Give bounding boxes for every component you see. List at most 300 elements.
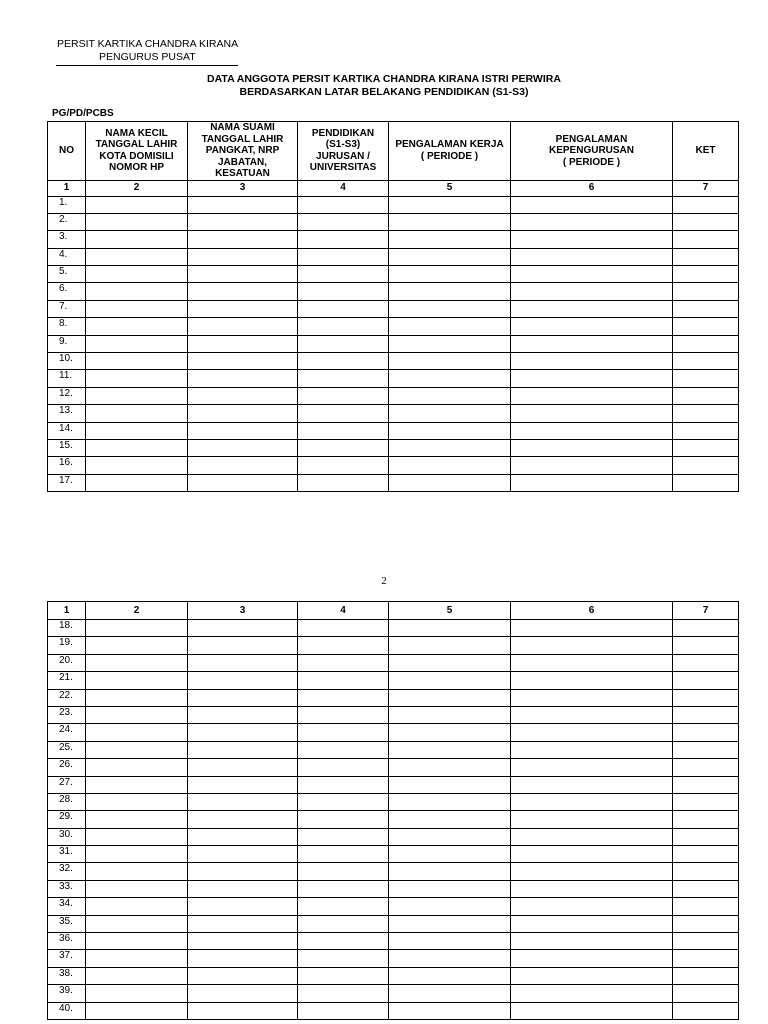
empty-entry-cell[interactable]	[389, 689, 511, 706]
empty-entry-cell[interactable]	[86, 318, 188, 335]
empty-entry-cell[interactable]	[389, 387, 511, 404]
empty-entry-cell[interactable]	[673, 741, 739, 758]
empty-entry-cell[interactable]	[389, 196, 511, 213]
empty-entry-cell[interactable]	[389, 318, 511, 335]
empty-entry-cell[interactable]	[511, 724, 673, 741]
empty-entry-cell[interactable]	[389, 248, 511, 265]
empty-entry-cell[interactable]	[673, 353, 739, 370]
empty-entry-cell[interactable]	[389, 439, 511, 456]
empty-entry-cell[interactable]	[188, 741, 298, 758]
empty-entry-cell[interactable]	[86, 283, 188, 300]
empty-entry-cell[interactable]	[86, 439, 188, 456]
table-row	[48, 741, 739, 758]
empty-entry-cell[interactable]	[673, 405, 739, 422]
empty-entry-cell[interactable]	[673, 933, 739, 950]
table-row	[48, 620, 739, 637]
page-number: 2	[381, 575, 387, 587]
empty-entry-cell[interactable]	[673, 724, 739, 741]
empty-entry-cell[interactable]	[86, 474, 188, 491]
empty-entry-cell[interactable]	[298, 967, 389, 984]
column-header-line: NOMOR HP	[109, 162, 164, 174]
column-number-2: 2	[86, 180, 188, 196]
empty-entry-cell[interactable]	[86, 387, 188, 404]
empty-entry-cell[interactable]	[673, 828, 739, 845]
row-number-cell: 39.	[48, 985, 86, 1002]
empty-entry-cell[interactable]	[298, 266, 389, 283]
empty-entry-cell[interactable]	[188, 898, 298, 915]
empty-entry-cell[interactable]	[673, 759, 739, 776]
empty-entry-cell[interactable]	[188, 933, 298, 950]
empty-entry-cell[interactable]	[511, 457, 673, 474]
empty-entry-cell[interactable]	[188, 422, 298, 439]
row-number-cell: 18.	[48, 620, 86, 637]
column-number-7: 7	[673, 180, 739, 196]
column-header-row	[48, 122, 739, 181]
empty-entry-cell[interactable]	[511, 300, 673, 317]
empty-entry-cell[interactable]	[188, 950, 298, 967]
empty-entry-cell[interactable]	[511, 266, 673, 283]
empty-entry-cell[interactable]	[188, 387, 298, 404]
empty-entry-cell[interactable]	[298, 213, 389, 230]
empty-entry-cell[interactable]	[511, 474, 673, 491]
form-code: PG/PD/PCBS	[52, 108, 114, 119]
empty-entry-cell[interactable]	[298, 387, 389, 404]
column-header-line: NO	[59, 145, 74, 156]
empty-entry-cell[interactable]	[511, 439, 673, 456]
empty-entry-cell[interactable]	[389, 231, 511, 248]
empty-entry-cell[interactable]	[188, 457, 298, 474]
table-row	[48, 933, 739, 950]
empty-entry-cell[interactable]	[511, 985, 673, 1002]
table-row	[48, 457, 739, 474]
empty-entry-cell[interactable]	[673, 776, 739, 793]
empty-entry-cell[interactable]	[389, 370, 511, 387]
empty-entry-cell[interactable]	[511, 353, 673, 370]
empty-entry-cell[interactable]	[511, 759, 673, 776]
empty-entry-cell[interactable]	[389, 474, 511, 491]
empty-entry-cell[interactable]	[188, 863, 298, 880]
empty-entry-cell[interactable]	[673, 213, 739, 230]
empty-entry-cell[interactable]	[673, 196, 739, 213]
empty-entry-cell[interactable]	[389, 950, 511, 967]
empty-entry-cell[interactable]	[389, 759, 511, 776]
empty-entry-cell[interactable]	[86, 266, 188, 283]
empty-entry-cell[interactable]	[673, 231, 739, 248]
empty-entry-cell[interactable]	[86, 793, 188, 810]
empty-entry-cell[interactable]	[298, 248, 389, 265]
empty-entry-cell[interactable]	[298, 335, 389, 352]
empty-entry-cell[interactable]	[188, 370, 298, 387]
empty-entry-cell[interactable]	[188, 318, 298, 335]
empty-entry-cell[interactable]	[298, 898, 389, 915]
empty-entry-cell[interactable]	[389, 654, 511, 671]
row-number-cell: 9.	[48, 335, 86, 352]
empty-entry-cell[interactable]	[673, 387, 739, 404]
empty-entry-cell[interactable]	[298, 985, 389, 1002]
empty-entry-cell[interactable]	[389, 898, 511, 915]
table-row	[48, 880, 739, 897]
column-header-7	[673, 122, 739, 181]
empty-entry-cell[interactable]	[188, 620, 298, 637]
empty-entry-cell[interactable]	[511, 846, 673, 863]
empty-entry-cell[interactable]	[188, 759, 298, 776]
empty-entry-cell[interactable]	[511, 370, 673, 387]
empty-entry-cell[interactable]	[673, 967, 739, 984]
row-number-cell: 4.	[48, 248, 86, 265]
member-data-table-page-2	[47, 601, 739, 1020]
empty-entry-cell[interactable]	[188, 300, 298, 317]
column-header-6	[511, 122, 673, 181]
empty-entry-cell[interactable]	[298, 231, 389, 248]
table-row	[48, 439, 739, 456]
empty-entry-cell[interactable]	[511, 387, 673, 404]
empty-entry-cell[interactable]	[389, 457, 511, 474]
empty-entry-cell[interactable]	[673, 283, 739, 300]
table-row	[48, 370, 739, 387]
empty-entry-cell[interactable]	[298, 637, 389, 654]
empty-entry-cell[interactable]	[86, 880, 188, 897]
empty-entry-cell[interactable]	[511, 318, 673, 335]
empty-entry-cell[interactable]	[511, 405, 673, 422]
empty-entry-cell[interactable]	[188, 672, 298, 689]
column-header-line: JABATAN,	[217, 156, 268, 168]
empty-entry-cell[interactable]	[389, 335, 511, 352]
empty-entry-cell[interactable]	[188, 231, 298, 248]
column-header-line: (S1-S3)	[325, 139, 361, 151]
title-line-1: DATA ANGGOTA PERSIT KARTIKA CHANDRA KIRANA ISTRI PERWIRA	[207, 73, 561, 85]
empty-entry-cell[interactable]	[389, 266, 511, 283]
empty-entry-cell[interactable]	[389, 828, 511, 845]
empty-entry-cell[interactable]	[673, 898, 739, 915]
empty-entry-cell[interactable]	[86, 967, 188, 984]
empty-entry-cell[interactable]	[298, 620, 389, 637]
empty-entry-cell[interactable]	[511, 213, 673, 230]
empty-entry-cell[interactable]	[86, 846, 188, 863]
empty-entry-cell[interactable]	[86, 637, 188, 654]
empty-entry-cell[interactable]	[389, 213, 511, 230]
empty-entry-cell[interactable]	[86, 933, 188, 950]
empty-entry-cell[interactable]	[298, 370, 389, 387]
empty-entry-cell[interactable]	[511, 776, 673, 793]
empty-entry-cell[interactable]	[511, 706, 673, 723]
empty-entry-cell[interactable]	[389, 776, 511, 793]
empty-entry-cell[interactable]	[298, 422, 389, 439]
empty-entry-cell[interactable]	[188, 793, 298, 810]
empty-entry-cell[interactable]	[188, 706, 298, 723]
empty-entry-cell[interactable]	[86, 370, 188, 387]
empty-entry-cell[interactable]	[673, 474, 739, 491]
empty-entry-cell[interactable]	[389, 637, 511, 654]
empty-entry-cell[interactable]	[673, 950, 739, 967]
empty-entry-cell[interactable]	[188, 335, 298, 352]
empty-entry-cell[interactable]	[188, 439, 298, 456]
empty-entry-cell[interactable]	[298, 759, 389, 776]
empty-entry-cell[interactable]	[298, 880, 389, 897]
empty-entry-cell[interactable]	[673, 706, 739, 723]
column-header-3	[188, 122, 298, 181]
empty-entry-cell[interactable]	[298, 1002, 389, 1019]
row-number-cell: 3.	[48, 231, 86, 248]
empty-entry-cell[interactable]	[673, 422, 739, 439]
empty-entry-cell[interactable]	[188, 405, 298, 422]
empty-entry-cell[interactable]	[511, 863, 673, 880]
empty-entry-cell[interactable]	[188, 266, 298, 283]
empty-entry-cell[interactable]	[86, 213, 188, 230]
empty-entry-cell[interactable]	[673, 457, 739, 474]
empty-entry-cell[interactable]	[298, 811, 389, 828]
empty-entry-cell[interactable]	[86, 759, 188, 776]
empty-entry-cell[interactable]	[298, 828, 389, 845]
table-row	[48, 915, 739, 932]
column-header-2	[86, 122, 188, 181]
empty-entry-cell[interactable]	[188, 811, 298, 828]
empty-entry-cell[interactable]	[188, 248, 298, 265]
row-number-cell: 19.	[48, 637, 86, 654]
empty-entry-cell[interactable]	[389, 967, 511, 984]
empty-entry-cell[interactable]	[86, 335, 188, 352]
empty-entry-cell[interactable]	[86, 950, 188, 967]
empty-entry-cell[interactable]	[86, 706, 188, 723]
title-line-2: BERDASARKAN LATAR BELAKANG PENDIDIKAN (S1-S3)	[239, 85, 529, 98]
empty-entry-cell[interactable]	[511, 231, 673, 248]
empty-entry-cell[interactable]	[86, 248, 188, 265]
column-header-4	[298, 122, 389, 181]
empty-entry-cell[interactable]	[511, 637, 673, 654]
empty-entry-cell[interactable]	[188, 880, 298, 897]
row-number-cell: 23.	[48, 706, 86, 723]
empty-entry-cell[interactable]	[298, 300, 389, 317]
column-header-line: ( PERIODE )	[562, 156, 621, 168]
empty-entry-cell[interactable]	[298, 457, 389, 474]
empty-entry-cell[interactable]	[511, 672, 673, 689]
empty-entry-cell[interactable]	[673, 318, 739, 335]
empty-entry-cell[interactable]	[188, 196, 298, 213]
empty-entry-cell[interactable]	[511, 620, 673, 637]
table-row	[48, 863, 739, 880]
table-row	[48, 759, 739, 776]
empty-entry-cell[interactable]	[511, 1002, 673, 1019]
column-number-2: 2	[86, 602, 188, 620]
empty-entry-cell[interactable]	[389, 985, 511, 1002]
empty-entry-cell[interactable]	[673, 689, 739, 706]
column-header-line: TANGGAL LAHIR	[95, 139, 178, 151]
empty-entry-cell[interactable]	[188, 654, 298, 671]
table-row	[48, 811, 739, 828]
empty-entry-cell[interactable]	[86, 672, 188, 689]
empty-entry-cell[interactable]	[298, 846, 389, 863]
empty-entry-cell[interactable]	[188, 967, 298, 984]
empty-entry-cell[interactable]	[389, 741, 511, 758]
column-header-line: NAMA SUAMI	[210, 122, 275, 133]
empty-entry-cell[interactable]	[673, 811, 739, 828]
empty-entry-cell[interactable]	[389, 706, 511, 723]
row-number-cell: 7.	[48, 300, 86, 317]
empty-entry-cell[interactable]	[86, 863, 188, 880]
empty-entry-cell[interactable]	[673, 266, 739, 283]
empty-entry-cell[interactable]	[389, 422, 511, 439]
empty-entry-cell[interactable]	[188, 213, 298, 230]
empty-entry-cell[interactable]	[298, 706, 389, 723]
empty-entry-cell[interactable]	[389, 793, 511, 810]
empty-entry-cell[interactable]	[389, 846, 511, 863]
empty-entry-cell[interactable]	[673, 439, 739, 456]
empty-entry-cell[interactable]	[86, 776, 188, 793]
empty-entry-cell[interactable]	[188, 1002, 298, 1019]
empty-entry-cell[interactable]	[86, 353, 188, 370]
empty-entry-cell[interactable]	[389, 620, 511, 637]
empty-entry-cell[interactable]	[511, 915, 673, 932]
empty-entry-cell[interactable]	[86, 741, 188, 758]
empty-entry-cell[interactable]	[673, 370, 739, 387]
empty-entry-cell[interactable]	[86, 620, 188, 637]
empty-entry-cell[interactable]	[298, 654, 389, 671]
empty-entry-cell[interactable]	[298, 915, 389, 932]
column-header-line: PENDIDIKAN	[311, 127, 375, 139]
document-title	[0, 73, 768, 98]
empty-entry-cell[interactable]	[389, 915, 511, 932]
empty-entry-cell[interactable]	[298, 863, 389, 880]
empty-entry-cell[interactable]	[673, 300, 739, 317]
row-number-cell: 28.	[48, 793, 86, 810]
organization-heading	[57, 38, 238, 63]
table-row	[48, 231, 739, 248]
empty-entry-cell[interactable]	[389, 880, 511, 897]
empty-entry-cell[interactable]	[298, 405, 389, 422]
row-number-cell: 25.	[48, 741, 86, 758]
empty-entry-cell[interactable]	[389, 283, 511, 300]
empty-entry-cell[interactable]	[673, 1002, 739, 1019]
empty-entry-cell[interactable]	[389, 1002, 511, 1019]
column-number-6: 6	[511, 602, 673, 620]
empty-entry-cell[interactable]	[86, 898, 188, 915]
empty-entry-cell[interactable]	[188, 828, 298, 845]
empty-entry-cell[interactable]	[86, 828, 188, 845]
empty-entry-cell[interactable]	[673, 793, 739, 810]
empty-entry-cell[interactable]	[86, 405, 188, 422]
empty-entry-cell[interactable]	[188, 283, 298, 300]
empty-entry-cell[interactable]	[86, 654, 188, 671]
empty-entry-cell[interactable]	[511, 196, 673, 213]
empty-entry-cell[interactable]	[298, 439, 389, 456]
table-row	[48, 318, 739, 335]
empty-entry-cell[interactable]	[673, 672, 739, 689]
empty-entry-cell[interactable]	[673, 846, 739, 863]
empty-entry-cell[interactable]	[188, 637, 298, 654]
empty-entry-cell[interactable]	[389, 724, 511, 741]
empty-entry-cell[interactable]	[86, 1002, 188, 1019]
row-number-cell: 40.	[48, 1002, 86, 1019]
empty-entry-cell[interactable]	[673, 880, 739, 897]
empty-entry-cell[interactable]	[389, 300, 511, 317]
empty-entry-cell[interactable]	[389, 863, 511, 880]
empty-entry-cell[interactable]	[511, 422, 673, 439]
empty-entry-cell[interactable]	[298, 724, 389, 741]
empty-entry-cell[interactable]	[188, 724, 298, 741]
empty-entry-cell[interactable]	[511, 933, 673, 950]
empty-entry-cell[interactable]	[188, 474, 298, 491]
table-row	[48, 248, 739, 265]
empty-entry-cell[interactable]	[389, 405, 511, 422]
empty-entry-cell[interactable]	[511, 689, 673, 706]
column-header-line: KEPENGURUSAN	[548, 145, 634, 156]
empty-entry-cell[interactable]	[188, 353, 298, 370]
empty-entry-cell[interactable]	[298, 689, 389, 706]
empty-entry-cell[interactable]	[511, 654, 673, 671]
row-number-cell: 12.	[48, 387, 86, 404]
table-row	[48, 196, 739, 213]
empty-entry-cell[interactable]	[389, 933, 511, 950]
empty-entry-cell[interactable]	[298, 741, 389, 758]
empty-entry-cell[interactable]	[511, 248, 673, 265]
empty-entry-cell[interactable]	[188, 689, 298, 706]
empty-entry-cell[interactable]	[298, 672, 389, 689]
empty-entry-cell[interactable]	[86, 196, 188, 213]
empty-entry-cell[interactable]	[673, 863, 739, 880]
empty-entry-cell[interactable]	[86, 724, 188, 741]
empty-entry-cell[interactable]	[86, 422, 188, 439]
empty-entry-cell[interactable]	[188, 915, 298, 932]
empty-entry-cell[interactable]	[298, 950, 389, 967]
empty-entry-cell[interactable]	[673, 248, 739, 265]
empty-entry-cell[interactable]	[673, 654, 739, 671]
empty-entry-cell[interactable]	[511, 335, 673, 352]
empty-entry-cell[interactable]	[511, 793, 673, 810]
empty-entry-cell[interactable]	[389, 353, 511, 370]
empty-entry-cell[interactable]	[389, 811, 511, 828]
empty-entry-cell[interactable]	[188, 776, 298, 793]
empty-entry-cell[interactable]	[86, 689, 188, 706]
empty-entry-cell[interactable]	[86, 231, 188, 248]
table-row	[48, 898, 739, 915]
empty-entry-cell[interactable]	[673, 335, 739, 352]
empty-entry-cell[interactable]	[86, 985, 188, 1002]
empty-entry-cell[interactable]	[188, 846, 298, 863]
empty-entry-cell[interactable]	[298, 353, 389, 370]
empty-entry-cell[interactable]	[511, 741, 673, 758]
empty-entry-cell[interactable]	[673, 915, 739, 932]
empty-entry-cell[interactable]	[188, 985, 298, 1002]
empty-entry-cell[interactable]	[511, 811, 673, 828]
column-header-line: PENGALAMAN	[555, 133, 628, 145]
empty-entry-cell[interactable]	[673, 637, 739, 654]
empty-entry-cell[interactable]	[511, 898, 673, 915]
empty-entry-cell[interactable]	[86, 300, 188, 317]
empty-entry-cell[interactable]	[511, 967, 673, 984]
empty-entry-cell[interactable]	[511, 283, 673, 300]
empty-entry-cell[interactable]	[86, 811, 188, 828]
empty-entry-cell[interactable]	[298, 474, 389, 491]
empty-entry-cell[interactable]	[86, 915, 188, 932]
empty-entry-cell[interactable]	[511, 950, 673, 967]
organization-unit: PENGURUS PUSAT	[99, 50, 196, 63]
column-header-line: UNIVERSITAS	[309, 162, 377, 174]
column-header-line: KET	[695, 145, 716, 156]
empty-entry-cell[interactable]	[389, 672, 511, 689]
empty-entry-cell[interactable]	[511, 828, 673, 845]
empty-entry-cell[interactable]	[511, 880, 673, 897]
empty-entry-cell[interactable]	[298, 283, 389, 300]
empty-entry-cell[interactable]	[298, 776, 389, 793]
empty-entry-cell[interactable]	[298, 196, 389, 213]
empty-entry-cell[interactable]	[298, 793, 389, 810]
empty-entry-cell[interactable]	[673, 985, 739, 1002]
empty-entry-cell[interactable]	[86, 457, 188, 474]
row-number-cell: 22.	[48, 689, 86, 706]
empty-entry-cell[interactable]	[298, 318, 389, 335]
table-row	[48, 828, 739, 845]
empty-entry-cell[interactable]	[673, 620, 739, 637]
empty-entry-cell[interactable]	[298, 933, 389, 950]
